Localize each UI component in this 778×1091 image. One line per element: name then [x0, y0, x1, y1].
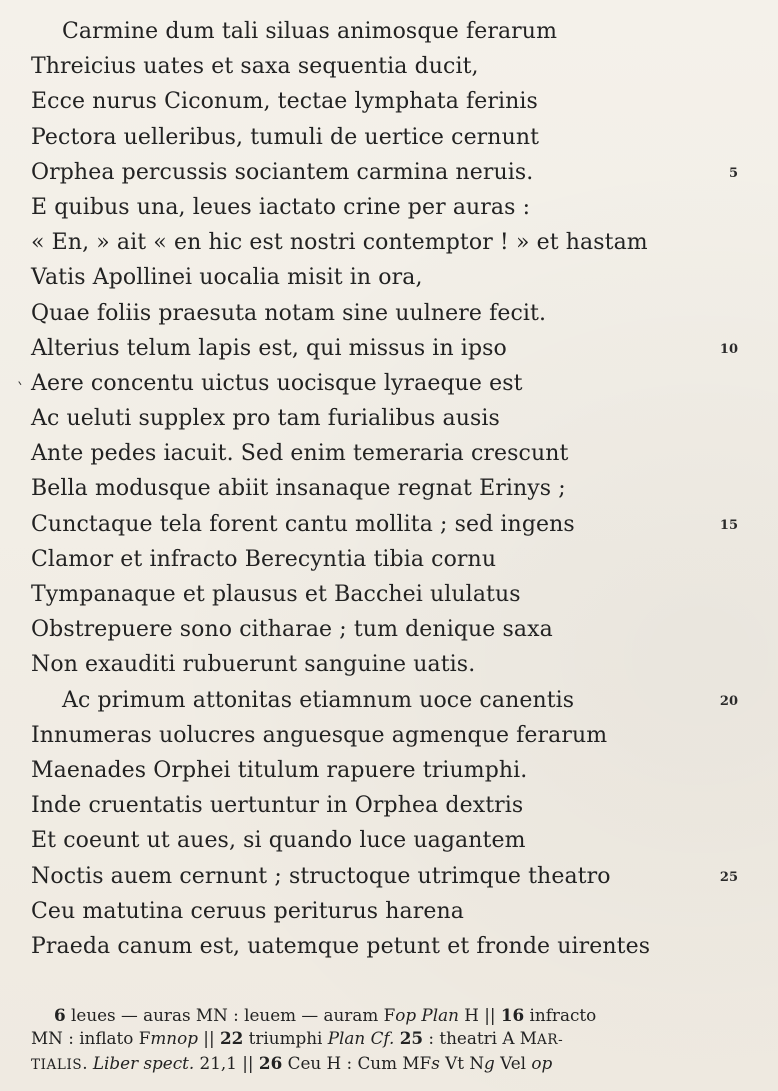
verse-line — [0, 929, 778, 964]
verse-line — [0, 507, 778, 542]
apparatus-run: infracto — [524, 1005, 597, 1025]
verse-text: Et coeunt ut aues, si quando luce uagantem — [31, 828, 526, 854]
verse-text: Ac ueluti supplex pro tam furialibus ausis — [31, 406, 500, 432]
verse-line — [0, 577, 778, 612]
verse-text: Carmine dum tali siluas animosque ferarum — [62, 19, 558, 44]
apparatus-run: Liber spect. — [92, 1053, 195, 1073]
apparatus-run: op Plan — [395, 1005, 459, 1025]
line-number: 10 — [719, 341, 738, 357]
verse-line — [0, 753, 778, 788]
poem-text — [0, 14, 778, 964]
apparatus-run: 21,1 || — [194, 1053, 259, 1073]
verse-line — [0, 647, 778, 682]
verse-text: Aere concentu uictus uocisque lyraeque est — [31, 370, 523, 396]
apparatus-line-3 — [31, 1052, 731, 1077]
verse-line — [0, 190, 778, 225]
verse-line — [0, 260, 778, 295]
apparatus-run: g — [484, 1053, 495, 1073]
verse-text: Inde cruentatis uertuntur in Orphea dextris — [31, 793, 524, 819]
verse-text: Praeda canum est, uatemque petunt et fronde uirentes — [31, 933, 651, 959]
verse-text: Pectora uelleribus, tumuli de uertice cernunt — [31, 124, 540, 150]
verse-text: Clamor et infracto Berecyntia tibia cornu — [31, 546, 497, 572]
verse-line — [0, 436, 778, 471]
apparatus-line-2 — [31, 1027, 731, 1052]
verse-line — [0, 894, 778, 929]
verse-line — [0, 471, 778, 506]
apparatus-run: AR- — [536, 1032, 564, 1048]
verse-text: Non exauditi rubuerunt sanguine uatis. — [31, 652, 476, 678]
verse-text: Ecce nurus Ciconum, tectae lymphata ferinis — [31, 89, 538, 115]
verse-text: « En, » ait « en hic est nostri contemptor ! » et hastam — [31, 230, 648, 256]
verse-line — [0, 120, 778, 155]
verse-line — [0, 225, 778, 260]
apparatus-run: mnop — [150, 1028, 198, 1048]
verse-line — [0, 331, 778, 366]
verse-text: Noctis auem cernunt ; structoque utrimque theatro — [31, 863, 611, 889]
verse-line — [0, 612, 778, 647]
verse-line — [0, 49, 778, 84]
apparatus-run: 6 — [54, 1005, 66, 1025]
apparatus-run: 22 — [219, 1028, 244, 1048]
verse-line — [0, 366, 778, 401]
verse-text: Quae foliis praesuta notam sine uulnere fecit. — [31, 300, 547, 326]
verse-line — [0, 683, 778, 718]
line-number: 5 — [728, 165, 738, 181]
line-number: 25 — [719, 869, 738, 885]
verse-line — [0, 788, 778, 823]
apparatus-run: 25 — [399, 1028, 424, 1048]
apparatus-run: Ceu H : Cum MF — [282, 1053, 432, 1073]
verse-text: Bella modusque abiit insanaque regnat Erinys ; — [31, 476, 566, 502]
apparatus-run: Plan Cf. — [327, 1028, 395, 1048]
verse-text: Maenades Orphei titulum rapuere triumphi. — [31, 757, 528, 783]
verse-line — [0, 14, 778, 49]
apparatus-run: triumphi — [243, 1028, 328, 1048]
critical-apparatus — [31, 1004, 731, 1077]
verse-line — [0, 155, 778, 190]
verse-text: Ante pedes iacuit. Sed enim temeraria crescunt — [31, 441, 569, 467]
apparatus-run: TIALIS — [31, 1057, 83, 1073]
apparatus-run: H || — [458, 1005, 501, 1025]
verse-text: Cunctaque tela forent cantu mollita ; sed ingens — [31, 511, 575, 537]
verse-line — [0, 823, 778, 858]
apparatus-run: 26 — [258, 1053, 283, 1073]
verse-text: Obstrepuere sono citharae ; tum denique saxa — [31, 617, 553, 643]
apparatus-run: . — [82, 1053, 93, 1073]
verse-line — [0, 859, 778, 894]
verse-text: Orphea percussis sociantem carmina neruis. — [31, 159, 534, 185]
apparatus-run: Vt N — [439, 1053, 485, 1073]
apparatus-run: MN : inflato F — [31, 1028, 151, 1048]
verse-line — [0, 84, 778, 119]
apparatus-run: 16 — [500, 1005, 525, 1025]
apparatus-run: s — [431, 1053, 440, 1073]
line-number: 20 — [719, 693, 738, 709]
apparatus-run: Vel — [494, 1053, 532, 1073]
verse-text: Ceu matutina ceruus periturus harena — [31, 898, 464, 924]
verse-text: E quibus una, leues iactato crine per auras : — [31, 194, 531, 220]
apparatus-run: leues — auras MN : leuem — auram F — [65, 1005, 396, 1025]
apparatus-run: || — [197, 1028, 220, 1048]
apparatus-line-1 — [31, 1004, 731, 1027]
verse-text: Threicius uates et saxa sequentia ducit, — [31, 54, 479, 80]
apparatus-run: M — [519, 1028, 537, 1048]
verse-text: Tympanaque et plausus et Bacchei ululatus — [31, 582, 521, 607]
verse-text: Ac primum attonitas etiamnum uoce canentis — [62, 687, 575, 713]
apparatus-run: op — [531, 1053, 553, 1073]
line-number: 15 — [719, 517, 738, 533]
verse-line — [0, 542, 778, 577]
verse-line — [0, 401, 778, 436]
verse-text: Alterius telum lapis est, qui missus in ipso — [31, 335, 507, 361]
verse-text: Vatis Apollinei uocalia misit in ora, — [31, 265, 423, 291]
verse-line — [0, 718, 778, 753]
verse-line — [0, 296, 778, 331]
apparatus-run: : theatri A — [423, 1028, 520, 1048]
verse-text: Innumeras uolucres anguesque agmenque ferarum — [31, 722, 608, 748]
